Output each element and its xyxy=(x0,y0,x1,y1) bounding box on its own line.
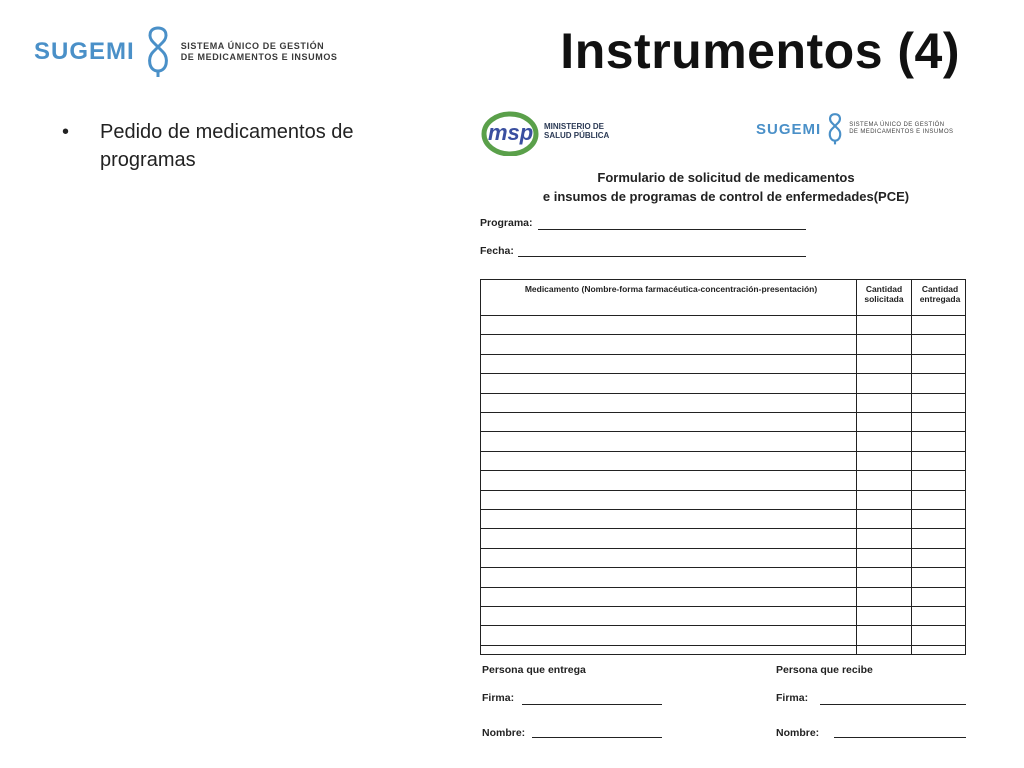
form-logo-word: SUGEMI xyxy=(756,120,822,138)
logo-tagline xyxy=(181,41,338,63)
logo-tagline-1: SISTEMA ÚNICO DE GESTIÓN xyxy=(180,41,325,51)
logo-word: SUGEMI xyxy=(34,38,135,65)
table-row xyxy=(481,567,965,568)
table-row xyxy=(481,587,965,588)
msp-text-2: SALUD PÚBLICA xyxy=(544,131,610,140)
form-logo-tagline-1: SISTEMA ÚNICO DE GESTIÓN xyxy=(849,122,945,128)
firma-recibe-label: Firma: xyxy=(776,692,809,704)
form-sugemi-logo xyxy=(756,112,953,146)
persona-recibe-label: Persona que recibe xyxy=(776,664,873,676)
bullet-list xyxy=(62,118,422,174)
page-title: Instrumentos (4) xyxy=(560,23,960,79)
programa-line xyxy=(538,229,806,230)
form-logo-tagline xyxy=(849,122,953,136)
form-logo-tagline-2: DE MEDICAMENTOS E INSUMOS xyxy=(849,129,954,135)
sugemi-mark-icon xyxy=(145,25,171,79)
table-row xyxy=(481,315,965,316)
table-col-divider xyxy=(911,280,912,654)
firma-recibe-line xyxy=(820,704,966,705)
table-row xyxy=(481,509,965,510)
fecha-label: Fecha: xyxy=(480,245,514,257)
firma-entrega-label: Firma: xyxy=(482,692,515,704)
persona-entrega-label: Persona que entrega xyxy=(482,664,586,676)
form-sugemi-mark-icon xyxy=(827,112,843,146)
fecha-line xyxy=(518,256,806,257)
firma-entrega-line xyxy=(522,704,662,705)
sugemi-logo xyxy=(34,24,338,80)
table-row xyxy=(481,548,965,549)
table-row xyxy=(481,470,965,471)
table-header-medicamento: Medicamento (Nombre-forma farmacéutica-concentración-presentación) xyxy=(524,284,818,294)
nombre-recibe-line xyxy=(834,737,966,738)
table-row xyxy=(481,431,965,432)
table-row xyxy=(481,354,965,355)
table-row xyxy=(481,490,965,491)
form-title-2: e insumos de programas de control de enfermedades(PCE) xyxy=(542,189,910,204)
table-row xyxy=(481,451,965,452)
msp-logo-text xyxy=(544,122,609,140)
logo-tagline-2: DE MEDICAMENTOS E INSUMOS xyxy=(180,52,338,62)
form-title-1: Formulario de solicitud de medicamentos xyxy=(597,170,855,185)
nombre-entrega-label: Nombre: xyxy=(482,727,526,739)
table-header-solicitada: Cantidad solicitada xyxy=(864,284,904,304)
bullet-icon: • xyxy=(62,121,70,143)
bullet-text: Pedido de medicamentos de programas xyxy=(100,121,354,171)
form-image xyxy=(470,100,982,768)
msp-text-1: MINISTERIO DE xyxy=(544,122,605,131)
medication-table xyxy=(480,279,966,655)
nombre-entrega-line xyxy=(532,737,662,738)
table-row xyxy=(481,606,965,607)
table-row xyxy=(481,625,965,626)
table-row xyxy=(481,393,965,394)
nombre-recibe-label: Nombre: xyxy=(776,727,820,739)
svg-text:msp: msp xyxy=(488,120,534,145)
programa-label: Programa: xyxy=(480,217,533,229)
list-item xyxy=(62,118,422,174)
table-col-divider xyxy=(856,280,857,654)
table-row xyxy=(481,528,965,529)
table-header-entregada: Cantidad entregada xyxy=(919,284,961,304)
table-row xyxy=(481,334,965,335)
table-row xyxy=(481,373,965,374)
table-row xyxy=(481,645,965,646)
table-row xyxy=(481,412,965,413)
